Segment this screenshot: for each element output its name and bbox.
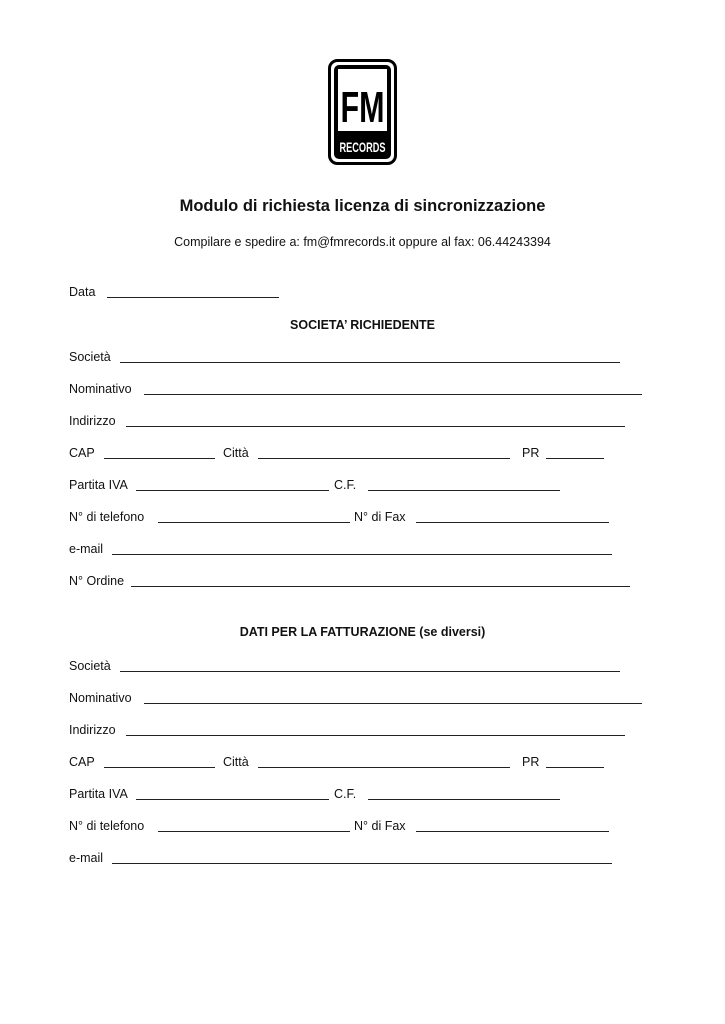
vat-input-line[interactable] [136,490,329,491]
address-label: Indirizzo [69,414,116,428]
contact-name-row [69,381,649,397]
phone-field[interactable] [69,509,352,525]
billing-fiscal-code-input-line[interactable] [368,799,560,800]
form-title: Modulo di richiesta licenza di sincronizzazione [179,197,546,215]
billing-email-input-line[interactable] [112,863,612,864]
billing-cap-label: CAP [69,755,95,769]
fiscal-code-label: C.F. [334,478,357,492]
city-input-line[interactable] [258,458,510,459]
billing-email-label: e-mail [69,851,104,865]
billing-cap-city-row [69,754,629,770]
city-field[interactable] [223,445,512,461]
billing-vat-input-line[interactable] [136,799,329,800]
date-input-line[interactable] [107,297,279,298]
order-number-label: N° Ordine [69,574,125,588]
city-label: Città [223,446,249,460]
date-row [69,284,669,300]
company-row [69,349,629,365]
billing-city-label: Città [223,755,249,769]
billing-province-label: PR [522,755,540,769]
email-input-line[interactable] [112,554,612,555]
billing-vat-label: Partita IVA [69,787,128,801]
logo-bottom-text: RECORDS [339,139,386,155]
email-row [69,541,629,557]
billing-contact-name-input-line[interactable] [144,703,642,704]
email-label: e-mail [69,542,104,556]
form-instructions: Compilare e spedire a: fm@fmrecords.it oppure al fax: 06.44243394 [174,235,551,249]
contact-name-label: Nominativo [69,382,132,396]
company-field[interactable] [69,349,621,365]
order-number-input-line[interactable] [131,586,630,587]
fax-label: N° di Fax [354,510,406,524]
phone-input-line[interactable] [158,522,350,523]
billing-company-label: Società [69,659,111,673]
billing-address-field[interactable] [69,722,626,738]
billing-contact-name-label: Nominativo [69,691,132,705]
billing-fax-label: N° di Fax [354,819,406,833]
contact-name-field[interactable] [69,381,643,397]
fiscal-code-field[interactable] [334,477,562,493]
fax-field[interactable] [354,509,611,525]
address-field[interactable] [69,413,626,429]
billing-cap-field[interactable] [69,754,217,770]
cap-input-line[interactable] [104,458,215,459]
email-field[interactable] [69,541,613,557]
billing-province-field[interactable] [522,754,606,770]
billing-fiscal-code-label: C.F. [334,787,357,801]
vat-field[interactable] [69,477,331,493]
vat-label: Partita IVA [69,478,128,492]
order-number-row [69,573,639,589]
order-number-field[interactable] [69,573,631,589]
company-label: Società [69,350,111,364]
billing-province-input-line[interactable] [546,767,604,768]
billing-cap-input-line[interactable] [104,767,215,768]
billing-address-label: Indirizzo [69,723,116,737]
province-label: PR [522,446,540,460]
billing-phone-fax-row [69,818,629,834]
fax-input-line[interactable] [416,522,609,523]
billing-fiscal-code-field[interactable] [334,786,562,802]
logo-top-text: FM [340,83,385,132]
date-field[interactable] [69,284,289,300]
fiscal-code-input-line[interactable] [368,490,560,491]
billing-address-row [69,722,629,738]
section-heading-billing-data: DATI PER LA FATTURAZIONE (se diversi) [239,625,486,639]
billing-company-input-line[interactable] [120,671,620,672]
phone-label: N° di telefono [69,510,145,524]
billing-contact-name-row [69,690,649,706]
billing-phone-field[interactable] [69,818,352,834]
billing-vat-cf-row [69,786,629,802]
billing-city-field[interactable] [223,754,512,770]
billing-contact-name-field[interactable] [69,690,643,706]
billing-city-input-line[interactable] [258,767,510,768]
billing-address-input-line[interactable] [126,735,625,736]
cap-city-row [69,445,629,461]
province-input-line[interactable] [546,458,604,459]
billing-company-field[interactable] [69,658,621,674]
address-row [69,413,629,429]
billing-fax-field[interactable] [354,818,611,834]
billing-fax-input-line[interactable] [416,831,609,832]
address-input-line[interactable] [126,426,625,427]
company-input-line[interactable] [120,362,620,363]
billing-phone-input-line[interactable] [158,831,350,832]
phone-fax-row [69,509,629,525]
billing-company-row [69,658,629,674]
province-field[interactable] [522,445,606,461]
billing-email-field[interactable] [69,850,613,866]
billing-vat-field[interactable] [69,786,331,802]
cap-field[interactable] [69,445,217,461]
date-label: Data [69,285,96,299]
billing-phone-label: N° di telefono [69,819,145,833]
fm-records-logo [328,59,397,165]
section-heading-requesting-company: SOCIETA’ RICHIEDENTE [290,318,435,332]
vat-cf-row [69,477,629,493]
contact-name-input-line[interactable] [144,394,642,395]
billing-email-row [69,850,629,866]
cap-label: CAP [69,446,95,460]
